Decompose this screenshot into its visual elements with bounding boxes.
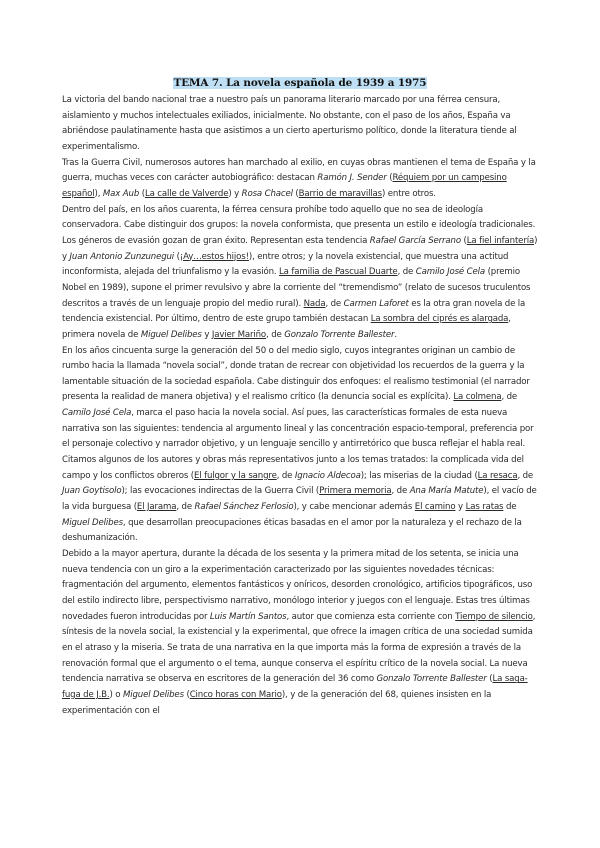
work-link[interactable]: La fiel infantería	[466, 235, 535, 246]
work-link[interactable]: Tiempo de silencio	[455, 611, 533, 622]
paragraph-sixties: Debido a la mayor apertura, durante la década de los sesenta y la primera mitad de los setenta, se inicia una nueva tendencia con un giro a la experimentación caracterizado por las siguientes novedades técnicas: fragmentación del argumento, elementos fantásticos y oníricos, desorden cronológico, artificios tipográficos, uso del estilo indirecto libre, perspectivismo narrativo, monólogo interior y juegos con el lenguaje. Estas tres últimas novedades fueron introducidas por Luis Martín Santos, autor que comienza esta corriente con Tiempo de silencio, síntesis de la novela social, la existencial y la experimental, que ofrece la imagen crítica de una sociedad sumida en el atraso y la miseria. Se trata de una narrativa en la que importa más la forma de expresión a través de la renovación formal que el argumento o el tema, aunque conserva el espíritu crítico de la novela social. La nueva tendencia narrativa se observa en escritores de la generación del 36 como Gonzalo Torrente Ballester (La saga-fuga de J.B.) o Miguel Delibes (Cinco horas con Mario), y de la generación del 68, quienes insisten en la experimentación con el	[62, 549, 536, 716]
work-link[interactable]: ¡Ay…estos hijos!	[179, 251, 249, 262]
work-link[interactable]: Nada	[303, 298, 326, 309]
author-name: Rosa Chacel	[241, 188, 293, 199]
work-link[interactable]: La sombra del ciprés es alargada	[370, 314, 509, 325]
document-title: TEMA 7. La novela española de 1939 a 1975	[173, 77, 427, 89]
work-link[interactable]: La resaca	[477, 470, 518, 481]
work-link[interactable]: La saga-fuga de J.B.	[62, 674, 528, 700]
work-link[interactable]: La familia de Pascual Duarte	[279, 267, 398, 278]
author-name: Rafael Sánchez Ferlosio	[194, 502, 294, 513]
author-name: Miguel Delibes	[122, 689, 184, 700]
work-link[interactable]: Javier Mariño	[211, 329, 267, 340]
paragraph-fifties: En los años cincuenta surge la generación del 50 o del medio siglo, cuyos integrantes originan un cambio de rumbo hacia la llamada “novela social”, donde tratan de recrear con objetividad los recuerdos de la guerra y la lamentable situación de la sociedad española. Cabe distinguir dos enfoques: el realismo testimonial (el narrador presenta la realidad de manera objetiva) y el realismo crítico (la denuncia social es explícita). La colmena, de Camilo José Cela, marca el paso hacia la novela social. Así pues, las características formales de esta nueva narrativa son las siguientes: tendencia al argumento lineal y las concentración espacio-temporal, preferencia por el personaje colectivo y narrador objetivo, y un lenguaje sencillo y antirretórico que busca reflejar el habla real. Citamos algunos de los autores y obras más representativos junto a los temas tratados: la complicada vida del campo y los conflictos obreros (El fulgor y la sangre, de Ignacio Aldecoa); las miserias de la ciudad (La resaca, de Juan Goytisolo); las evocaciones indirectas de la Guerra Civil (Primera memoria, de Ana María Matute), el vacío de la vida burguesa (El Jarama, de Rafael Sánchez Ferlosio), y cabe mencionar además El camino y Las ratas de Miguel Delibes, que desarrollan preocupaciones éticas basadas en el amor por la naturaleza y el rechazo de la deshumanización.	[62, 345, 537, 544]
author-name: Ana María Matute	[409, 486, 484, 497]
author-name: Ramón J. Sender	[317, 173, 387, 184]
author-name: Juan Antonio Zunzunegui	[69, 251, 175, 262]
author-name: Max Aub	[102, 188, 140, 199]
author-name: Carmen Laforet	[343, 298, 409, 309]
work-link[interactable]: Primera memoria	[319, 486, 392, 497]
paragraph-forties: Dentro del país, en los años cuarenta, la férrea censura prohíbe todo aquello que no sea de ideología conservadora. Cabe distinguir dos grupos: la novela conformista, que presenta un estilo e ideología tradicionales. Los géneros de evasión gozan de gran éxito. Representan esta tendencia Rafael García Serrano (La fiel infantería) y Juan Antonio Zunzunegui (¡Ay…estos hijos!), entre otros; y la novela existencial, que muestra una actitud inconformista, alejada del triunfalismo y la evasión. La familia de Pascual Duarte, de Camilo José Cela (premio Nobel en 1989), supone el primer revulsivo y abre la corriente del “tremendismo” (relato de sucesos truculentos descritos a través de un lenguaje propio del medio rural). Nada, de Carmen Laforet es la otra gran novela de la tendencia existencial. Por último, dentro de este grupo también destacan La sombra del ciprés es alargada, primera novela de Miguel Delibes y Javier Mariño, de Gonzalo Torrente Ballester.	[62, 204, 538, 340]
title-container	[62, 71, 538, 90]
work-link[interactable]: Las ratas	[465, 502, 504, 513]
work-link[interactable]: Réquiem por un campesino español	[62, 173, 507, 199]
work-link[interactable]: El camino	[414, 502, 456, 513]
work-link[interactable]: Barrio de maravillas	[298, 188, 382, 199]
author-name: Camilo José Cela	[62, 408, 132, 419]
author-name: Rafael García Serrano	[369, 235, 461, 246]
work-link[interactable]: El fulgor y la sangre	[193, 470, 277, 481]
work-link[interactable]: La colmena	[453, 392, 502, 403]
author-name: Miguel Delibes	[140, 329, 202, 340]
author-name: Gonzalo Torrente Ballester	[284, 329, 395, 340]
work-link[interactable]: El Jarama	[136, 502, 177, 513]
author-name: Gonzalo Torrente Ballester	[376, 674, 487, 685]
author-name: Luis Martín Santos	[209, 611, 287, 622]
author-name: Camilo José Cela	[415, 267, 485, 278]
work-link[interactable]: La calle de Valverde	[144, 188, 229, 199]
author-name: Ignacio Aldecoa	[294, 470, 361, 481]
paragraph-intro: La victoria del bando nacional trae a nuestro país un panorama literario marcado por una férrea censura, aislamiento y muchos intelectuales exiliados, inicialmente. No obstante, con el paso de los años, España va abriéndose paulatinamente hasta que asistimos a un cierto aperturismo político, donde la literatura tiende al experimentalismo.	[62, 95, 517, 152]
paragraph-exile: Tras la Guerra Civil, numerosos autores han marchado al exilio, en cuyas obras mantienen el tema de España y la guerra, muchas veces con carácter autobiográfico: destacan Ramón J. Sender (Réquiem por un campesino español), Max Aub (La calle de Valverde) y Rosa Chacel (Barrio de maravillas) entre otros.	[62, 157, 536, 199]
work-link[interactable]: Cinco horas con Mario	[189, 689, 282, 700]
author-name: Miguel Delibes	[62, 517, 123, 528]
author-name: Juan Goytisolo	[62, 486, 122, 497]
